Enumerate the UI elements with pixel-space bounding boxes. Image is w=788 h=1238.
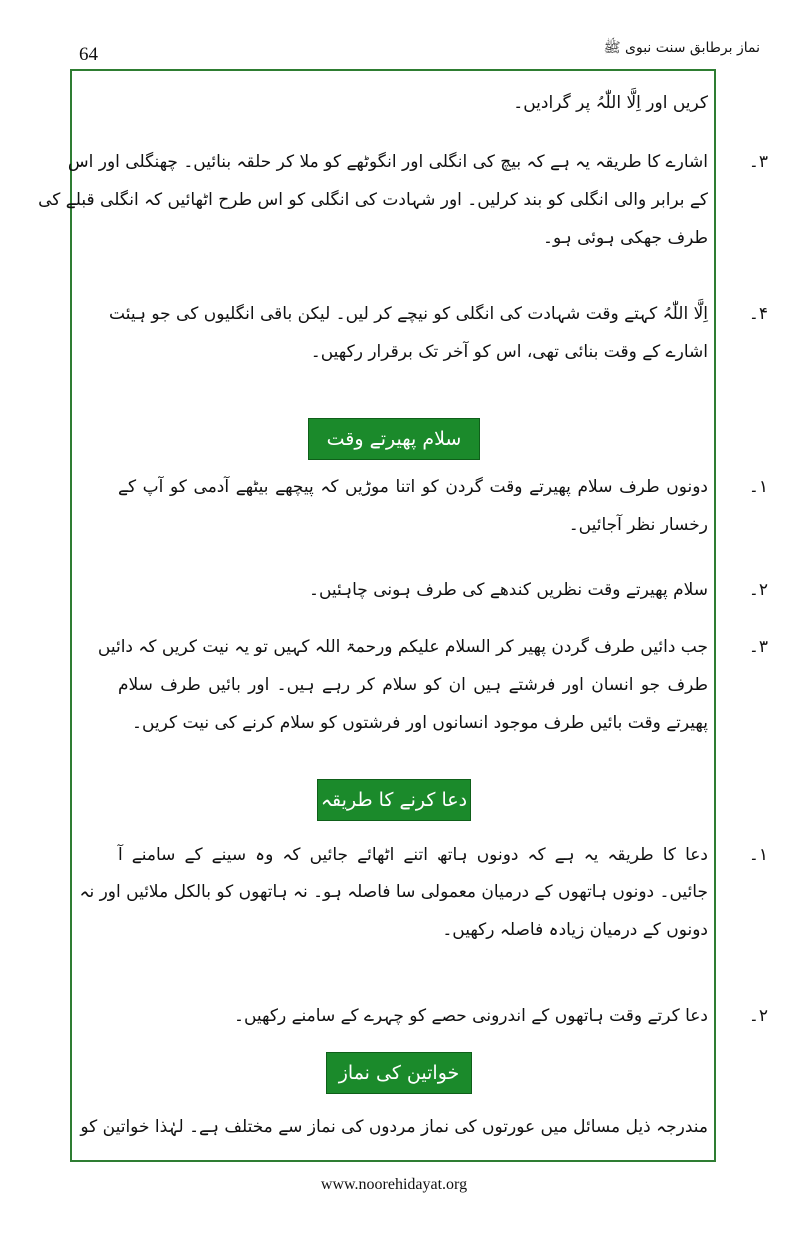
page-number: 64 bbox=[79, 44, 98, 65]
item-line: کے برابر والی انگلی کو بند کرلیں۔ اور شہادت کی انگلی کو اس طرح اٹھائیں کہ انگلی قبلے کی bbox=[38, 190, 708, 210]
closing-line: مندرجہ ذیل مسائل میں عورتوں کی نماز مردوں کی نماز سے مختلف ہے۔ لہٰذا خواتین کو bbox=[80, 1117, 708, 1137]
item-line: دعا کرتے وقت ہاتھوں کے اندرونی حصے کو چہرے کے سامنے رکھیں۔ bbox=[234, 1006, 708, 1026]
item-line: دعا کا طریقہ یہ ہے کہ دونوں ہاتھ اتنے اٹھائے جائیں کہ وہ سینے کے سامنے آ bbox=[118, 845, 708, 865]
item-line: جب دائیں طرف گردن پھیر کر السلام علیکم ورحمۃ اللہ کہیں تو یہ نیت کریں کہ دائیں bbox=[97, 637, 708, 657]
running-header-title: نماز برطابق سنت نبوی ﷺ bbox=[603, 40, 760, 56]
item-number: ۳۔ bbox=[748, 637, 768, 657]
item-number: ۲۔ bbox=[748, 1006, 768, 1026]
footer-url[interactable]: www.noorehidayat.org bbox=[320, 1176, 468, 1193]
item-line: اشارے کے وقت بنائی تھی، اس کو آخر تک برقرار رکھیں۔ bbox=[310, 342, 708, 362]
item-number: ۲۔ bbox=[748, 580, 768, 600]
item-line: سلام پھیرتے وقت نظریں کندھے کی طرف ہونی چاہئیں۔ bbox=[309, 580, 708, 600]
item-line: اِلَّا اللّٰہُ کہتے وقت شہادت کی انگلی کو نیچے کر لیں۔ لیکن باقی انگلیوں کی جو ہیئت bbox=[109, 304, 708, 324]
item-number: ۳۔ bbox=[748, 152, 768, 172]
item-number: ۴۔ bbox=[748, 304, 768, 324]
item-line: رخسار نظر آجائیں۔ bbox=[568, 515, 708, 535]
item-line: پھیرتے وقت بائیں طرف موجود انسانوں اور فرشتوں کو سلام کرنے کی نیت کریں۔ bbox=[131, 713, 708, 733]
item-line: طرف جھکی ہوئی ہو۔ bbox=[543, 228, 708, 248]
section-heading-dua: دعا کرنے کا طریقہ bbox=[317, 779, 471, 821]
item-number: ۱۔ bbox=[748, 477, 768, 497]
item-line: جائیں۔ دونوں ہاتھوں کے درمیان معمولی سا فاصلہ ہو۔ نہ ہاتھوں کو بالکل ملائیں اور نہ bbox=[79, 882, 708, 902]
item-line: دونوں طرف سلام پھیرتے وقت گردن کو اتنا موڑیں کہ پیچھے بیٹھے آدمی کو آپ کے bbox=[118, 477, 708, 497]
item-line: طرف جو انسان اور فرشتے ہیں ان کو سلام کر رہے ہیں۔ اور بائیں طرف سلام bbox=[118, 675, 708, 695]
continuation-line: کریں اور اِلَّا اللّٰہُ پر گرادیں۔ bbox=[513, 93, 708, 113]
section-heading-women-prayer: خواتین کی نماز bbox=[326, 1052, 472, 1094]
item-number: ۱۔ bbox=[748, 845, 768, 865]
section-heading-salam: سلام پھیرتے وقت bbox=[308, 418, 480, 460]
item-line: اشارے کا طریقہ یہ ہے کہ بیچ کی انگلی اور انگوٹھے کو ملا کر حلقہ بنائیں۔ چھنگلی اور اس bbox=[67, 152, 708, 172]
item-line: دونوں کے درمیان زیادہ فاصلہ رکھیں۔ bbox=[442, 920, 708, 940]
